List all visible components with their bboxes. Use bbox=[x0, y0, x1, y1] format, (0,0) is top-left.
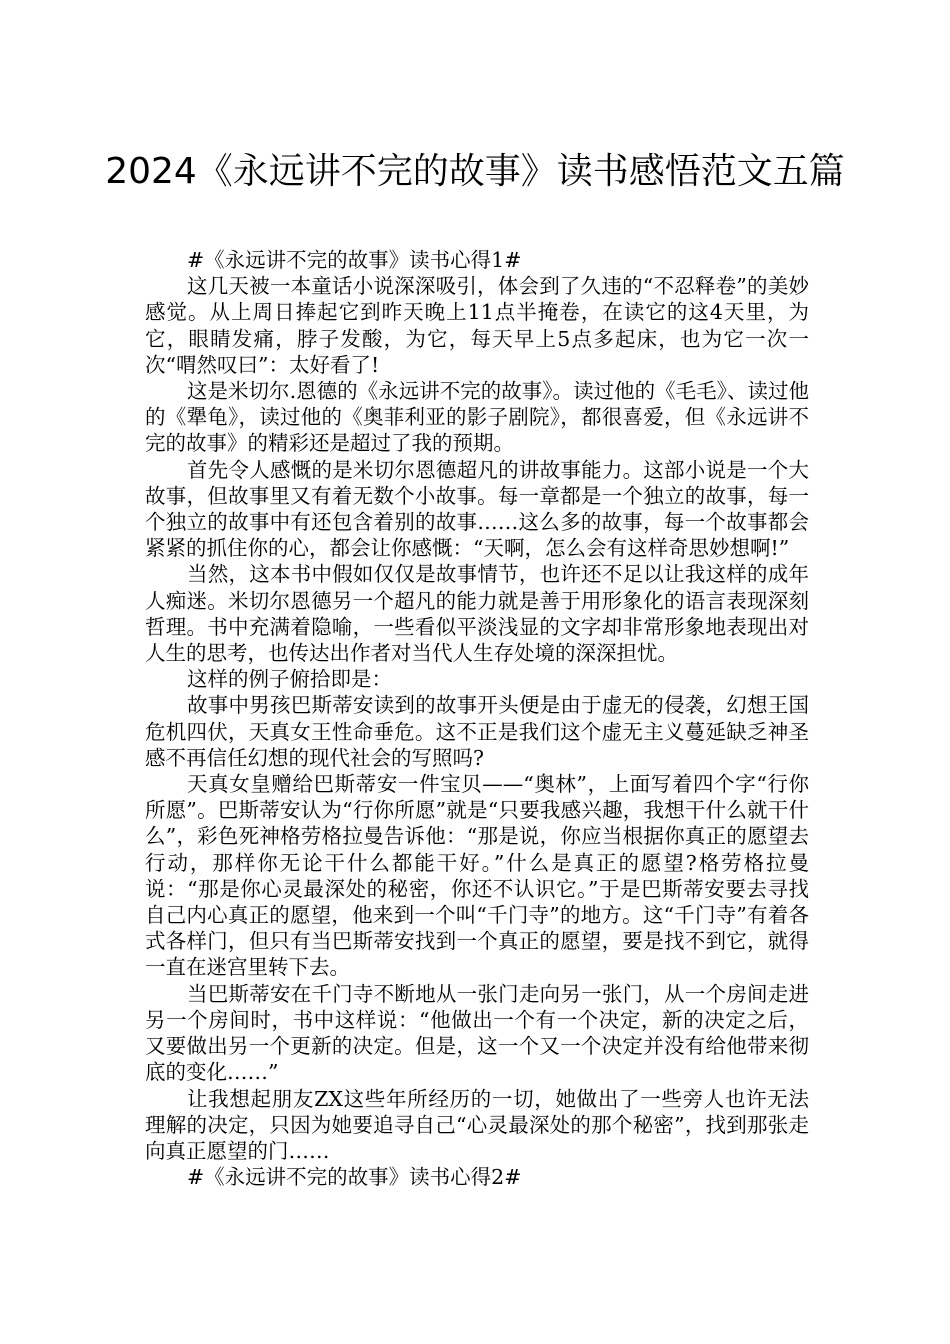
paragraph: 这几天被一本童话小说深深吸引，体会到了久违的“不忍释卷”的美妙感觉。从上周日捧起它到昨天晚上11点半掩卷，在读它的这4天里，为它，眼睛发痛，脖子发酸，为它，每天早上5点多起床，也为它一次一次“喟然叹曰”：太好看了! bbox=[145, 274, 809, 377]
paragraph: 当然，这本书中假如仅仅是故事情节，也许还不足以让我这样的成年人痴迷。米切尔恩德另一个超凡的能力就是善于用形象化的语言表现深刻哲理。书中充满着隐喻，一些看似平淡浅显的文字却非常形象地表现出对人生的思考，也传达出作者对当代人生存处境的深深担忧。 bbox=[145, 562, 809, 666]
document-body bbox=[145, 247, 809, 1190]
paragraph: 这样的例子俯拾即是： bbox=[187, 667, 392, 692]
page-title: 2024《永远讲不完的故事》读书感悟范文五篇 bbox=[105, 151, 845, 193]
paragraph: 这是米切尔.恩德的《永远讲不完的故事》。读过他的《毛毛》、读过他的《犟龟》，读过他的《奥菲利亚的影子剧院》，都很喜爱，但《永远讲不完的故事》的精彩还是超过了我的预期。 bbox=[145, 379, 809, 456]
section-heading-2: #《永远讲不完的故事》读书心得2# bbox=[187, 1165, 522, 1190]
paragraph: 当巴斯蒂安在千门寺不断地从一张门走向另一张门，从一个房间走进另一个房间时，书中这样说：“他做出一个有一个决定，新的决定之后，又要做出另一个更新的决定。但是，这一个又一个决定并没有给他带来彻底的变化……” bbox=[145, 981, 809, 1085]
paragraph: 故事中男孩巴斯蒂安读到的故事开头便是由于虚无的侵袭，幻想王国危机四伏，天真女王性命垂危。这不正是我们这个虚无主义蔓延缺乏神圣感不再信任幻想的现代社会的写照吗? bbox=[145, 693, 809, 770]
paragraph: 天真女皇赠给巴斯蒂安一件宝贝——“奥林”，上面写着四个字“行你所愿”。巴斯蒂安认为“行你所愿”就是“只要我感兴趣，我想干什么就干什么”，彩色死神格劳格拉曼告诉他：“那是说，你应当根据你真正的愿望去行动，那样你无论干什么都能干好。”什么是真正的愿望?格劳格拉曼说：“那是你心灵最深处的秘密，你还不认识它。”于是巴斯蒂安要去寻找自己内心真正的愿望，他来到一个叫“千门寺”的地方。这“千门寺”有着各式各样门，但只有当巴斯蒂安找到一个真正的愿望，要是找不到它，就得一直在迷宫里转下去。 bbox=[145, 772, 809, 980]
paragraph: 让我想起朋友ZX这些年所经历的一切，她做出了一些旁人也许无法理解的决定，只因为她要追寻自己“心灵最深处的那个秘密”，找到那张走向真正愿望的门…… bbox=[145, 1086, 809, 1163]
section-heading-1: #《永远讲不完的故事》读书心得1# bbox=[187, 248, 522, 272]
paragraph: 首先令人感慨的是米切尔恩德超凡的讲故事能力。这部小说是一个大故事，但故事里又有着无数个小故事。每一章都是一个独立的故事，每一个独立的故事中有还包含着别的故事……这么多的故事，每一个故事都会紧紧的抓住你的心，都会让你感慨：“天啊，怎么会有这样奇思妙想啊!” bbox=[145, 457, 809, 561]
